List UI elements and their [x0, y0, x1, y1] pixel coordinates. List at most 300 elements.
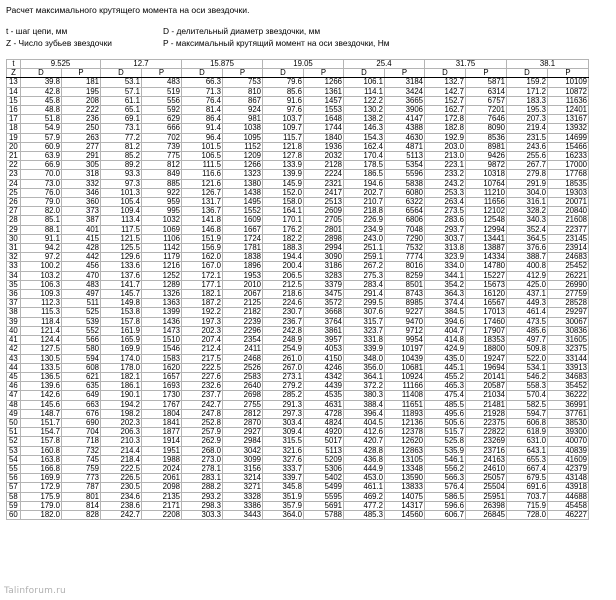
torque-cell: 20840	[548, 207, 589, 216]
torque-cell: 704	[62, 428, 101, 437]
diameter-cell: 485.6	[507, 326, 548, 335]
torque-cell: 17013	[466, 308, 507, 317]
torque-cell: 12620	[385, 437, 425, 446]
diameter-cell: 127.8	[263, 152, 304, 161]
diameter-cell: 414.8	[425, 336, 466, 345]
torque-cell: 22377	[548, 225, 589, 234]
diameter-cell: 178.0	[101, 363, 142, 372]
torque-cell: 2171	[142, 501, 182, 510]
torque-cell: 2898	[304, 234, 344, 243]
diameter-cell: 94.2	[21, 244, 62, 253]
diameter-cell: 254.9	[263, 345, 304, 354]
torque-cell: 1473	[142, 326, 182, 335]
diameter-header: D	[21, 69, 62, 78]
torque-cell: 649	[62, 391, 101, 400]
table-row	[7, 280, 589, 289]
diameter-cell: 159.2	[507, 78, 548, 87]
diameter-cell: 667.4	[507, 464, 548, 473]
torque-cell: 360	[62, 198, 101, 207]
table-row	[7, 142, 589, 151]
diameter-cell: 606.7	[425, 510, 466, 519]
diameter-cell: 206.3	[101, 428, 142, 437]
torque-cell: 17460	[466, 317, 507, 326]
torque-header: P	[142, 69, 182, 78]
torque-cell: 442	[62, 253, 101, 262]
torque-cell: 18353	[466, 336, 507, 345]
torque-cell: 2128	[304, 161, 344, 170]
diameter-cell: 69.1	[101, 115, 142, 124]
torque-cell: 4246	[304, 363, 344, 372]
torque-cell: 13932	[548, 124, 589, 133]
torque-cell: 8016	[385, 262, 425, 271]
torque-cell: 629	[142, 115, 182, 124]
table-row	[7, 363, 589, 372]
teeth-cell: 20	[7, 142, 21, 151]
diameter-cell: 546.1	[425, 455, 466, 464]
torque-cell: 1693	[142, 382, 182, 391]
diameter-cell: 45.8	[21, 96, 62, 105]
diameter-cell: 70.0	[21, 170, 62, 179]
torque-cell: 7201	[466, 106, 507, 115]
torque-cell: 1724	[223, 234, 263, 243]
diameter-cell: 248.9	[263, 336, 304, 345]
torque-cell: 3271	[223, 483, 263, 492]
diameter-cell: 357.9	[263, 501, 304, 510]
torque-cell: 5596	[385, 170, 425, 179]
torque-cell: 22375	[466, 418, 507, 427]
teeth-cell: 53	[7, 446, 21, 455]
torque-cell: 21481	[466, 400, 507, 409]
diameter-cell: 186.1	[101, 382, 142, 391]
diameter-cell: 202.3	[101, 418, 142, 427]
torque-header: P	[385, 69, 425, 78]
diameter-cell: 243.6	[507, 142, 548, 151]
torque-cell: 849	[142, 170, 182, 179]
torque-cell: 759	[62, 464, 101, 473]
diameter-cell: 186.5	[344, 170, 385, 179]
diameter-cell: 109.3	[21, 290, 62, 299]
table-row	[7, 225, 589, 234]
diameter-cell: 412.9	[507, 271, 548, 280]
torque-cell: 1289	[142, 280, 182, 289]
torque-cell: 305	[62, 161, 101, 170]
torque-cell: 36991	[548, 400, 589, 409]
teeth-cell: 43	[7, 354, 21, 363]
diameter-cell: 145.6	[21, 400, 62, 409]
diameter-cell: 146.8	[182, 225, 223, 234]
diameter-cell: 145.7	[101, 290, 142, 299]
diameter-cell: 164.1	[263, 207, 304, 216]
torque-cell: 13833	[385, 483, 425, 492]
torque-cell: 702	[142, 133, 182, 142]
pitch-header-label: t	[7, 60, 21, 69]
torque-cell: 1609	[223, 216, 263, 225]
diameter-cell: 231.5	[507, 133, 548, 142]
torque-cell: 18800	[466, 345, 507, 354]
diameter-cell: 203.0	[425, 142, 466, 151]
diameter-cell: 348.0	[344, 354, 385, 363]
diameter-cell: 586.5	[425, 492, 466, 501]
diameter-cell: 251.1	[344, 244, 385, 253]
teeth-cell: 54	[7, 455, 21, 464]
table-row	[7, 400, 589, 409]
diameter-header: D	[425, 69, 466, 78]
legend-max-torque: P - максимальный крутящий момент на оси звездочки, Нм	[163, 38, 390, 48]
torque-cell: 11893	[385, 409, 425, 418]
torque-cell: 44688	[548, 492, 589, 501]
diameter-cell: 77.2	[101, 133, 142, 142]
pitch-value: 25.4	[344, 60, 425, 69]
teeth-cell: 24	[7, 179, 21, 188]
diameter-cell: 242.8	[263, 326, 304, 335]
diameter-cell: 65.1	[101, 106, 142, 115]
torque-cell: 7532	[385, 244, 425, 253]
diameter-cell: 60.9	[21, 142, 62, 151]
torque-cell: 5209	[304, 455, 344, 464]
diameter-cell: 137.6	[101, 271, 142, 280]
diameter-cell: 223.1	[425, 161, 466, 170]
torque-cell: 14699	[548, 133, 589, 142]
torque-cell: 9227	[385, 308, 425, 317]
torque-cell: 13167	[548, 115, 589, 124]
diameter-cell: 109.4	[101, 207, 142, 216]
torque-cell: 12548	[466, 216, 507, 225]
diameter-cell: 364.5	[507, 234, 548, 243]
torque-cell: 12378	[385, 428, 425, 437]
diameter-cell: 170.4	[344, 152, 385, 161]
torque-cell: 11651	[385, 400, 425, 409]
diameter-cell: 156.9	[182, 244, 223, 253]
torque-cell: 1152	[223, 142, 263, 151]
diameter-cell: 142.7	[425, 87, 466, 96]
diameter-cell: 218.4	[101, 455, 142, 464]
torque-cell: 17907	[466, 326, 507, 335]
torque-cell: 5871	[466, 78, 507, 87]
table-row	[7, 106, 589, 115]
torque-cell: 21034	[466, 391, 507, 400]
diameter-cell: 192.2	[182, 308, 223, 317]
torque-cell: 3475	[304, 290, 344, 299]
diameter-cell: 188.3	[263, 244, 304, 253]
table-row	[7, 501, 589, 510]
diameter-cell: 53.1	[101, 78, 142, 87]
torque-cell: 15466	[548, 142, 589, 151]
diameter-cell: 207.3	[507, 115, 548, 124]
torque-cell: 195	[62, 87, 101, 96]
diameter-cell: 594.7	[507, 409, 548, 418]
diameter-cell: 96.4	[182, 133, 223, 142]
diameter-cell: 115.3	[21, 308, 62, 317]
teeth-cell: 18	[7, 124, 21, 133]
diameter-cell: 473.5	[507, 317, 548, 326]
legend-teeth-count: Z - Число зубьев звездочки	[6, 38, 112, 48]
torque-cell: 45458	[548, 501, 589, 510]
torque-cell: 24163	[466, 455, 507, 464]
diameter-cell: 253.3	[425, 188, 466, 197]
torque-cell: 1399	[142, 308, 182, 317]
diameter-cell: 97.6	[263, 106, 304, 115]
torque-cell: 1266	[304, 78, 344, 87]
torque-cell: 3668	[304, 308, 344, 317]
torque-cell: 26990	[548, 280, 589, 289]
diameter-cell: 73.1	[101, 124, 142, 133]
teeth-cell: 23	[7, 170, 21, 179]
diameter-cell: 76.4	[182, 96, 223, 105]
torque-cell: 28528	[548, 299, 589, 308]
torque-cell: 5838	[385, 179, 425, 188]
diameter-cell: 461.1	[344, 483, 385, 492]
torque-cell: 20587	[466, 382, 507, 391]
torque-cell: 4871	[385, 142, 425, 151]
diameter-cell: 424.9	[425, 345, 466, 354]
torque-cell: 8536	[466, 133, 507, 142]
torque-cell: 801	[62, 492, 101, 501]
diameter-cell: 515.7	[425, 428, 466, 437]
torque-cell: 11656	[466, 198, 507, 207]
diameter-cell: 485.5	[425, 400, 466, 409]
diameter-cell: 291.4	[344, 290, 385, 299]
diameter-cell: 93.3	[101, 170, 142, 179]
diameter-cell: 679.5	[507, 474, 548, 483]
torque-cell: 666	[142, 124, 182, 133]
torque-cell: 497	[62, 290, 101, 299]
teeth-cell: 17	[7, 115, 21, 124]
torque-cell: 11166	[385, 382, 425, 391]
diameter-cell: 148.7	[21, 409, 62, 418]
diameter-cell: 149.8	[101, 299, 142, 308]
diameter-cell: 88.1	[21, 225, 62, 234]
torque-cell: 10318	[466, 170, 507, 179]
torque-header: P	[304, 69, 344, 78]
diameter-cell: 51.8	[21, 115, 62, 124]
diameter-cell: 444.9	[344, 464, 385, 473]
torque-cell: 40070	[548, 437, 589, 446]
torque-cell: 10197	[385, 345, 425, 354]
diameter-cell: 61.1	[101, 96, 142, 105]
torque-cell: 2755	[223, 400, 263, 409]
torque-cell: 1914	[142, 437, 182, 446]
diameter-cell: 477.2	[344, 501, 385, 510]
table-row	[7, 96, 589, 105]
torque-cell: 8985	[385, 299, 425, 308]
diameter-cell: 558.3	[507, 382, 548, 391]
torque-cell: 676	[62, 409, 101, 418]
torque-cell: 594	[62, 354, 101, 363]
torque-cell: 13105	[385, 455, 425, 464]
torque-cell: 2098	[142, 483, 182, 492]
teeth-cell: 57	[7, 483, 21, 492]
torque-cell: 753	[223, 78, 263, 87]
diameter-cell: 525.8	[425, 437, 466, 446]
pitch-value: 9.525	[21, 60, 101, 69]
table-row	[7, 198, 589, 207]
torque-cell: 4630	[385, 133, 425, 142]
diameter-cell: 227.6	[182, 372, 223, 381]
torque-cell: 222	[62, 106, 101, 115]
torque-header: P	[223, 69, 263, 78]
torque-cell: 3386	[223, 501, 263, 510]
diameter-cell: 219.4	[507, 124, 548, 133]
teeth-cell: 52	[7, 437, 21, 446]
torque-cell: 10681	[385, 363, 425, 372]
diameter-cell: 213.0	[425, 152, 466, 161]
torque-cell: 2870	[223, 418, 263, 427]
torque-cell: 23269	[466, 437, 507, 446]
torque-cell: 1457	[304, 96, 344, 105]
diameter-cell: 394.6	[425, 317, 466, 326]
torque-cell: 24683	[548, 253, 589, 262]
torque-cell: 6314	[466, 87, 507, 96]
diameter-cell: 279.8	[507, 170, 548, 179]
diameter-cell: 475.4	[425, 391, 466, 400]
torque-cell: 1648	[304, 115, 344, 124]
torque-cell: 291	[62, 152, 101, 161]
diameter-cell: 190.1	[101, 391, 142, 400]
diameter-cell: 534.1	[507, 363, 548, 372]
diameter-cell: 197.3	[182, 317, 223, 326]
teeth-cell: 33	[7, 262, 21, 271]
torque-cell: 995	[142, 207, 182, 216]
diameter-cell: 57.9	[21, 133, 62, 142]
diameter-cell: 556.2	[425, 464, 466, 473]
diameter-cell: 105.4	[101, 198, 142, 207]
diameter-cell: 267.7	[507, 161, 548, 170]
torque-cell: 16120	[466, 290, 507, 299]
diameter-cell: 212.5	[263, 280, 304, 289]
torque-cell: 7646	[466, 115, 507, 124]
diameter-cell: 263.4	[425, 198, 466, 207]
diameter-cell: 703.7	[507, 492, 548, 501]
table-row	[7, 308, 589, 317]
diameter-cell: 437.1	[507, 290, 548, 299]
torque-cell: 1896	[223, 262, 263, 271]
diameter-cell: 435.0	[425, 354, 466, 363]
diameter-cell: 194.2	[101, 400, 142, 409]
table-row	[7, 382, 589, 391]
teeth-cell: 29	[7, 225, 21, 234]
torque-cell: 11636	[548, 96, 589, 105]
diameter-cell: 162.4	[344, 142, 385, 151]
torque-cell: 1209	[223, 152, 263, 161]
torque-cell: 346	[62, 188, 101, 197]
torque-cell: 12863	[385, 446, 425, 455]
torque-cell: 11408	[385, 391, 425, 400]
torque-cell: 1877	[142, 428, 182, 437]
table-row	[7, 253, 589, 262]
watermark: Talinforum.ru	[4, 586, 66, 596]
diameter-cell: 86.4	[182, 115, 223, 124]
teeth-cell: 47	[7, 391, 21, 400]
diameter-cell: 291.9	[507, 179, 548, 188]
torque-cell: 25951	[466, 492, 507, 501]
diameter-cell: 233.2	[425, 170, 466, 179]
diameter-cell: 396.4	[344, 409, 385, 418]
torque-cell: 2354	[223, 336, 263, 345]
torque-cell: 2239	[223, 317, 263, 326]
torque-cell: 2296	[223, 326, 263, 335]
diameter-cell: 236.7	[263, 317, 304, 326]
torque-cell: 5017	[304, 437, 344, 446]
torque-cell: 10872	[548, 87, 589, 96]
diameter-cell: 114.1	[344, 87, 385, 96]
torque-cell: 8090	[466, 124, 507, 133]
torque-cell: 1323	[223, 170, 263, 179]
diameter-cell: 268.0	[182, 446, 223, 455]
diameter-cell: 412.6	[344, 428, 385, 437]
torque-cell: 415	[62, 234, 101, 243]
torque-cell: 1179	[142, 253, 182, 262]
torque-cell: 566	[62, 336, 101, 345]
torque-cell: 3906	[385, 106, 425, 115]
diameter-cell: 323.9	[425, 253, 466, 262]
diameter-cell: 242.7	[182, 400, 223, 409]
torque-cell: 1951	[142, 446, 182, 455]
torque-cell: 14780	[466, 262, 507, 271]
torque-cell: 318	[62, 170, 101, 179]
diameter-cell: 157.8	[21, 437, 62, 446]
torque-cell: 30836	[548, 326, 589, 335]
torque-cell: 13590	[385, 474, 425, 483]
teeth-cell: 46	[7, 382, 21, 391]
diameter-cell: 192.9	[425, 133, 466, 142]
torque-cell: 1436	[142, 317, 182, 326]
diameter-cell: 171.2	[507, 87, 548, 96]
torque-cell: 1620	[142, 363, 182, 372]
torque-cell: 17768	[548, 170, 589, 179]
diameter-cell: 91.4	[182, 124, 223, 133]
diameter-cell: 130.5	[21, 354, 62, 363]
diameter-cell: 73.0	[21, 179, 62, 188]
teeth-cell: 42	[7, 345, 21, 354]
teeth-cell: 16	[7, 106, 21, 115]
diameter-cell: 497.7	[507, 336, 548, 345]
torque-cell: 1380	[223, 179, 263, 188]
diameter-cell: 57.1	[101, 87, 142, 96]
diameter-cell: 124.4	[21, 336, 62, 345]
torque-cell: 263	[62, 133, 101, 142]
diameter-cell: 133.9	[263, 161, 304, 170]
diameter-cell: 364.1	[344, 372, 385, 381]
diameter-cell: 340.3	[507, 216, 548, 225]
torque-cell: 3379	[304, 280, 344, 289]
torque-cell: 1553	[304, 106, 344, 115]
diameter-cell: 179.0	[21, 501, 62, 510]
table-row	[7, 188, 589, 197]
torque-cell: 14334	[466, 253, 507, 262]
diameter-cell: 101.3	[101, 188, 142, 197]
diameter-cell: 121.6	[182, 179, 223, 188]
torque-cell: 23716	[466, 446, 507, 455]
column-header-row	[7, 69, 589, 78]
diameter-cell: 354.2	[425, 280, 466, 289]
torque-cell: 9712	[385, 326, 425, 335]
torque-cell: 3665	[385, 96, 425, 105]
diameter-cell: 606.8	[507, 418, 548, 427]
diameter-cell: 259.1	[344, 253, 385, 262]
torque-cell: 690	[62, 418, 101, 427]
torque-cell: 236	[62, 115, 101, 124]
diameter-header: D	[101, 69, 142, 78]
diameter-cell: 212.4	[182, 345, 223, 354]
torque-cell: 2994	[304, 244, 344, 253]
diameter-cell: 151.7	[21, 418, 62, 427]
diameter-cell: 141.7	[101, 280, 142, 289]
diameter-cell: 388.7	[507, 253, 548, 262]
diameter-cell: 151.9	[182, 234, 223, 243]
diameter-cell: 315.5	[263, 437, 304, 446]
torque-cell: 277	[62, 142, 101, 151]
diameter-cell: 162.0	[182, 253, 223, 262]
